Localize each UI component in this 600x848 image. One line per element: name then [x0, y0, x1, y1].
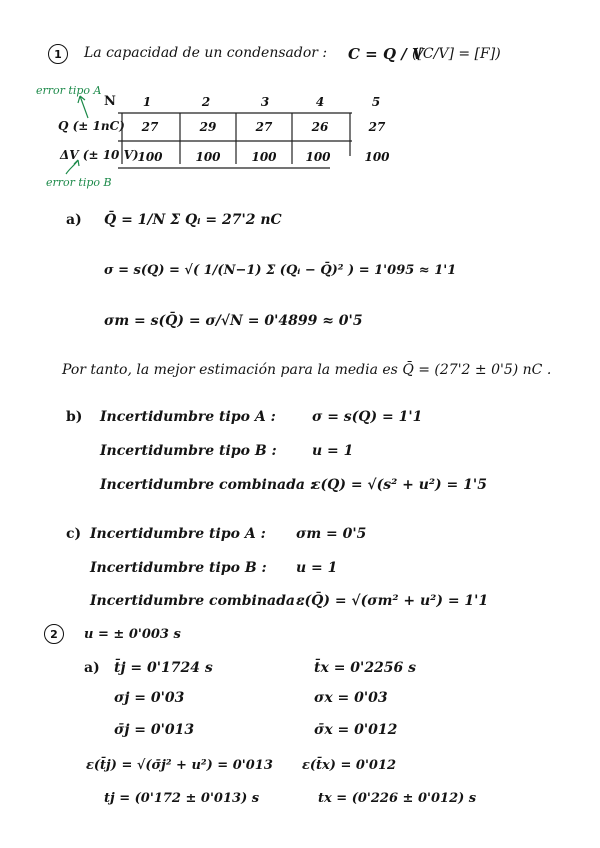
table-q-3: 27 — [255, 120, 273, 134]
table-q-2: 29 — [199, 120, 217, 134]
sigma-m-formula: σm = s(Q̄) = σ/√N = 0'4899 ≈ 0'5 — [104, 313, 363, 329]
part-b-type-a-label: Incertidumbre tipo A : — [100, 409, 276, 425]
table-col-2: 2 — [201, 95, 211, 109]
table-q-1: 27 — [141, 120, 159, 134]
part-c-label: c) — [66, 526, 82, 542]
sigma-j: σj = 0'03 — [114, 690, 185, 706]
part-c-type-b-value: u = 1 — [296, 560, 338, 576]
table-v-2: 100 — [195, 150, 221, 164]
table-v-1: 100 — [137, 150, 163, 164]
table-col-1: 1 — [142, 95, 152, 109]
part-b-type-b-value: u = 1 — [312, 443, 354, 459]
table-v-label: ΔV (± 10 V) — [60, 148, 139, 162]
result-tx: tx = (0'226 ± 0'012) s — [318, 791, 477, 806]
table-n-label: N — [104, 94, 116, 109]
table-col-3: 3 — [260, 95, 270, 109]
part-c-type-a-label: Incertidumbre tipo A : — [90, 526, 266, 542]
table-v-4: 100 — [305, 150, 331, 164]
table-v-5: 100 — [364, 150, 390, 164]
tj-mean: t̄j = 0'1724 s — [114, 660, 213, 676]
error-type-b-label: error tipo B — [46, 176, 112, 189]
problem-1-intro: La capacidad de un condensador : — [84, 45, 328, 61]
sigma-mean-x: σ̄x = 0'012 — [314, 722, 398, 738]
epsilon-tj: ε(t̄j) = √(σ̄j² + u²) = 0'013 — [86, 758, 273, 773]
table-v-3: 100 — [251, 150, 277, 164]
error-type-a-label: error tipo A — [36, 84, 102, 97]
epsilon-tx: ε(t̄x) = 0'012 — [302, 758, 397, 773]
part-b-type-b-label: Incertidumbre tipo B : — [100, 443, 277, 459]
part-b-type-a-value: σ = s(Q) = 1'1 — [312, 409, 423, 425]
sigma-mean-j: σ̄j = 0'013 — [114, 722, 195, 738]
problem-2-part-a-label: a) — [84, 660, 100, 676]
table-q-label: Q (± 1nC) — [58, 119, 125, 133]
part-b-combined-value: ε(Q) = √(s² + u²) = 1'5 — [312, 477, 487, 493]
part-c-type-b-label: Incertidumbre tipo B : — [90, 560, 267, 576]
table-col-4: 4 — [315, 95, 325, 109]
sigma-x: σx = 0'03 — [314, 690, 388, 706]
part-a-label: a) — [66, 212, 82, 228]
part-c-combined-value: ε(Q̄) = √(σm² + u²) = 1'1 — [296, 593, 489, 609]
problem-1-number: 1 — [48, 44, 68, 64]
problem-2-uncertainty: u = ± 0'003 s — [84, 627, 181, 642]
problem-2-number: 2 — [44, 624, 64, 644]
part-c-type-a-value: σm = 0'5 — [296, 526, 367, 542]
capacitance-units: ([C/V] = [F]) — [412, 46, 501, 62]
sigma-formula: σ = s(Q) = √( 1/(N−1) Σ (Qᵢ − Q̄)² ) = 1'095 ≈ 1'1 — [104, 263, 457, 278]
capacitance-formula: C = Q / V — [348, 45, 424, 63]
table-col-5: 5 — [371, 95, 381, 109]
table-q-4: 26 — [311, 120, 329, 134]
tx-mean: t̄x = 0'2256 s — [314, 660, 417, 676]
part-c-combined-label: Incertidumbre combinada : — [90, 593, 305, 609]
mean-formula: Q̄ = 1/N Σ Qᵢ = 27'2 nC — [104, 212, 282, 228]
part-b-label: b) — [66, 409, 83, 425]
part-b-combined-label: Incertidumbre combinada : — [100, 477, 315, 493]
result-tj: tj = (0'172 ± 0'013) s — [104, 791, 260, 806]
conclusion-sentence: Por tanto, la mejor estimación para la media es Q̄ = (27'2 ± 0'5) nC . — [62, 362, 552, 378]
table-q-5: 27 — [368, 120, 386, 134]
